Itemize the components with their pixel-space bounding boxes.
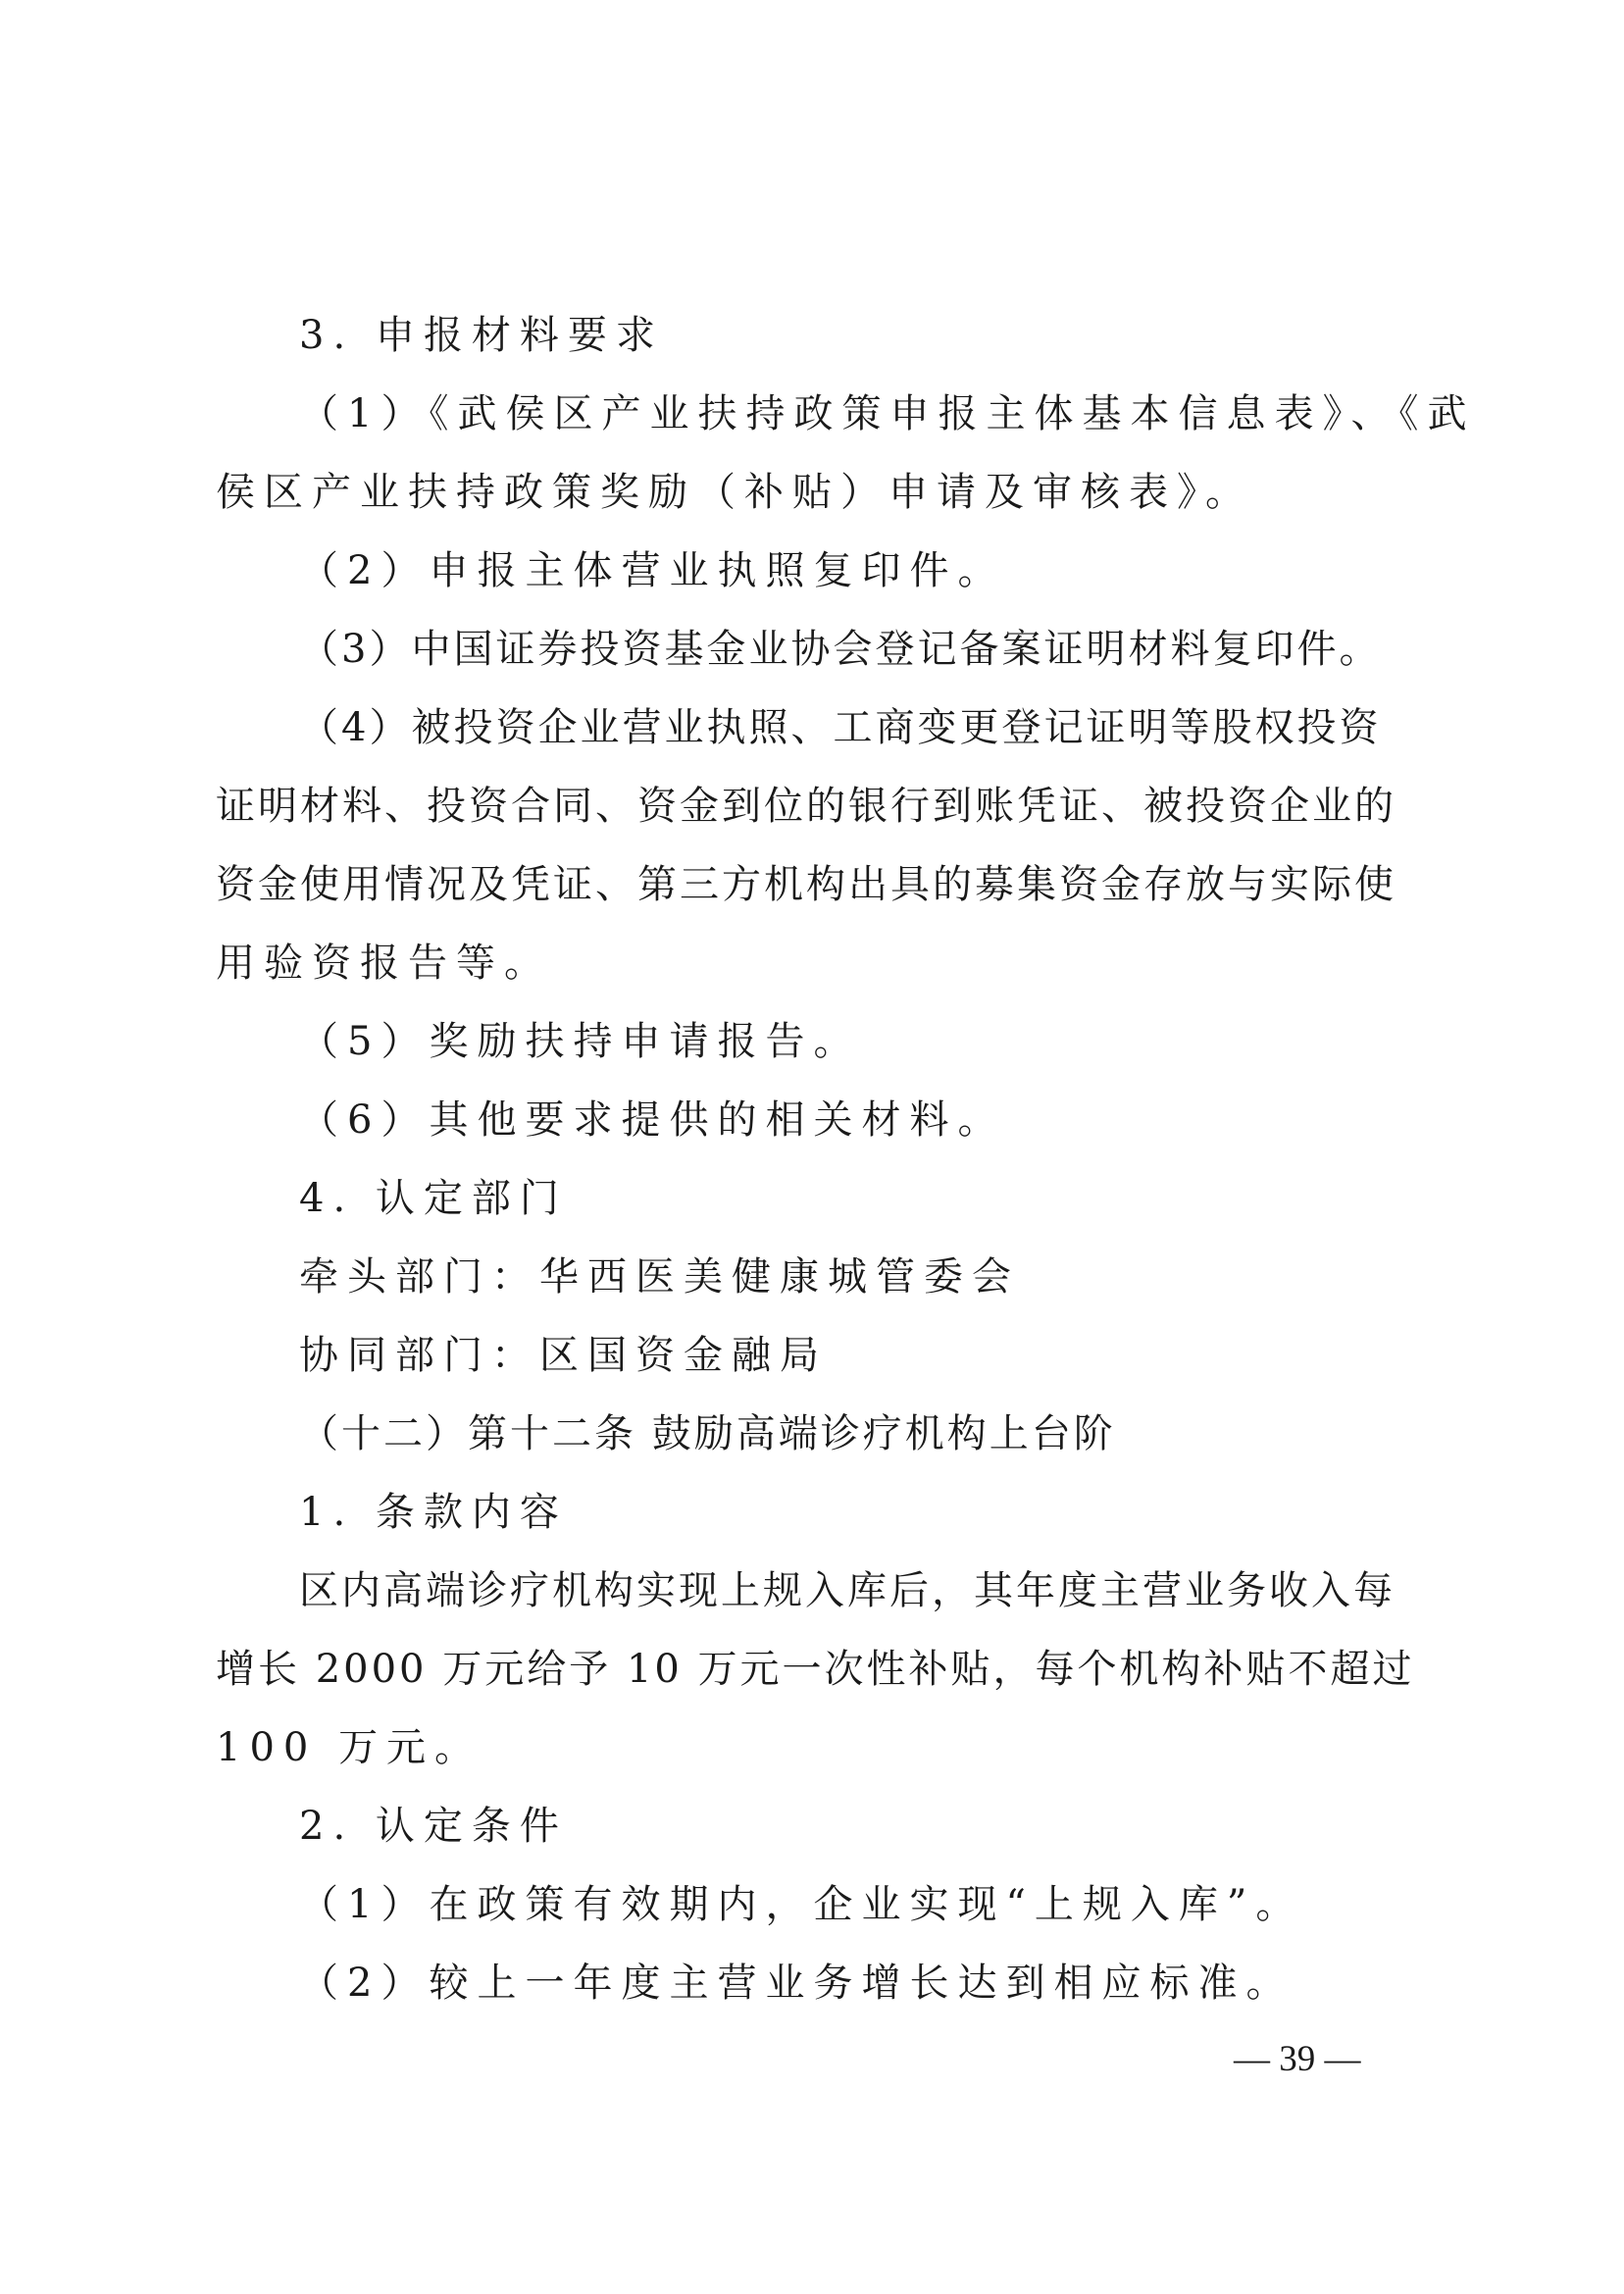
materials-item-3: （3）中国证券投资基金业协会登记备案证明材料复印件。 (299, 627, 1382, 672)
materials-item-4-line-1: （4）被投资企业营业执照、工商变更登记证明等股权投资 (299, 705, 1382, 750)
article-12-title: （十二）第十二条 鼓励高端诊疗机构上台阶 (299, 1411, 1116, 1456)
clause-content-line-2: 增长 2000 万元给予 10 万元一次性补贴，每个机构补贴不超过 (216, 1647, 1415, 1692)
condition-item-1: （1）在政策有效期内，企业实现“上规入库”。 (299, 1882, 1304, 1927)
lead-department: 牵头部门：华西医美健康城管委会 (299, 1254, 1020, 1300)
heading-materials: 3. 申报材料要求 (299, 313, 664, 358)
materials-item-4-line-3: 资金使用情况及凭证、第三方机构出具的募集资金存放与实际使 (216, 862, 1396, 907)
heading-conditions: 2. 认定条件 (299, 1804, 568, 1849)
materials-item-5: （5）奖励扶持申请报告。 (299, 1019, 862, 1064)
cooperating-department: 协同部门：区国资金融局 (299, 1333, 828, 1378)
materials-item-1-line-1: （1）《武侯区产业扶持政策申报主体基本信息表》、《武 (299, 391, 1476, 436)
clause-content-line-1: 区内高端诊疗机构实现上规入库后，其年度主营业务收入每 (299, 1568, 1396, 1613)
heading-clause-content: 1. 条款内容 (299, 1490, 568, 1535)
clause-content-line-3: 100 万元。 (216, 1725, 483, 1770)
condition-item-2: （2）较上一年度主营业务增长达到相应标准。 (299, 1961, 1294, 2006)
page-number: — 39 — (1234, 2039, 1361, 2079)
materials-item-6: （6）其他要求提供的相关材料。 (299, 1097, 1006, 1143)
materials-item-4-line-2: 证明材料、投资合同、资金到位的银行到账凭证、被投资企业的 (216, 784, 1396, 829)
materials-item-2: （2）申报主体营业执照复印件。 (299, 548, 1006, 593)
materials-item-1-line-2: 侯区产业扶持政策奖励（补贴）申请及审核表》。 (216, 470, 1253, 515)
heading-departments: 4. 认定部门 (299, 1176, 568, 1221)
materials-item-4-line-4: 用验资报告等。 (216, 941, 552, 986)
